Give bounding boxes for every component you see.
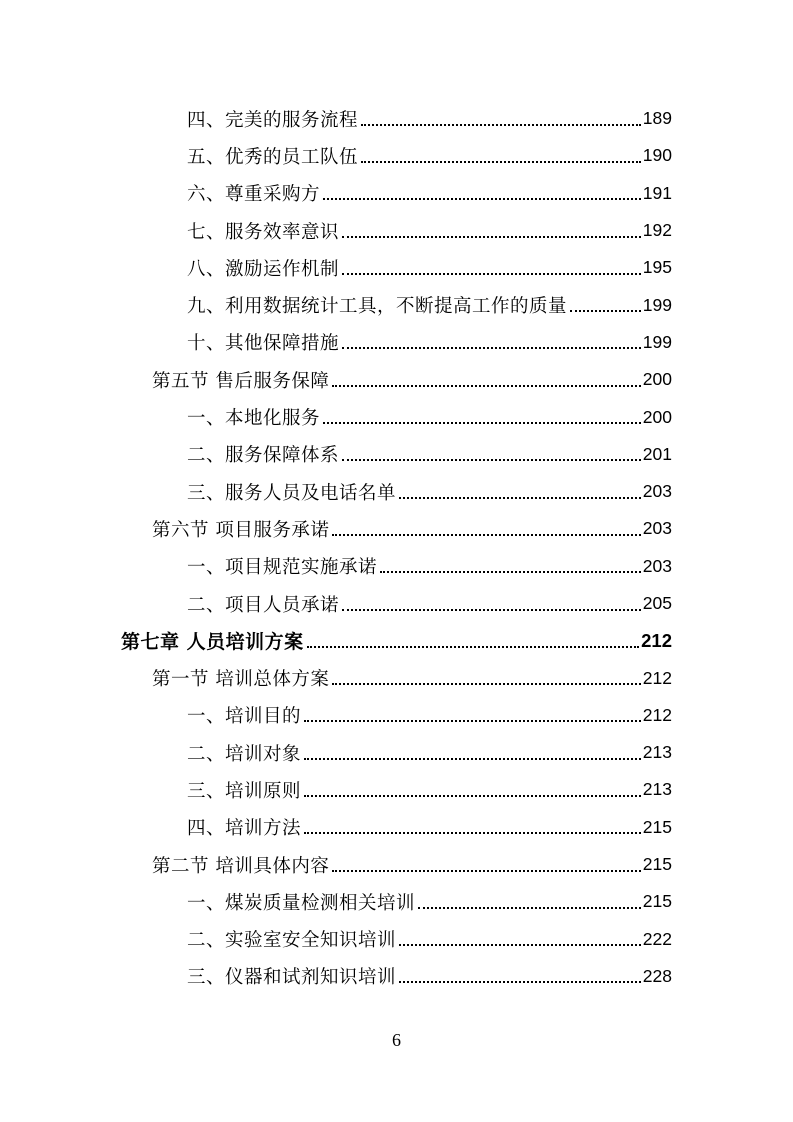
toc-entry-page: 213 (642, 742, 672, 763)
dot-leader (380, 571, 641, 573)
toc-entry-title: 八、激励运作机制 (187, 258, 340, 280)
toc-entry-item[interactable] (0, 958, 793, 995)
toc-entry-title: 三、培训原则 (187, 780, 302, 802)
dot-leader (332, 870, 640, 872)
toc-entry-title: 三、服务人员及电话名单 (187, 482, 397, 504)
dot-leader (570, 310, 641, 312)
page-number: 6 (392, 1030, 401, 1050)
dot-leader (332, 683, 640, 685)
toc-entry-title: 一、本地化服务 (187, 408, 321, 430)
toc-entry-item[interactable] (0, 883, 793, 920)
dot-leader (332, 385, 640, 387)
toc-entry-item[interactable] (0, 100, 793, 137)
toc-entry-title: 四、完美的服务流程 (187, 109, 359, 131)
dot-leader (307, 646, 640, 648)
toc-entry-section[interactable] (0, 846, 793, 883)
toc-entry-page: 213 (642, 779, 672, 800)
dot-leader (361, 161, 641, 163)
toc-entry-title: 七、服务效率意识 (187, 221, 340, 243)
toc-entry-section[interactable] (0, 510, 793, 547)
dot-leader (304, 832, 641, 834)
dot-leader (399, 497, 641, 499)
toc-entry-title: 第七章 人员培训方案 (121, 631, 304, 654)
toc-entry-title: 一、培训目的 (187, 706, 302, 728)
toc-entry-item[interactable] (0, 734, 793, 771)
dot-leader (342, 459, 641, 461)
toc-entry-title: 二、实验室安全知识培训 (187, 930, 397, 952)
toc-entry-title: 五、优秀的员工队伍 (187, 146, 359, 168)
toc-entry-page: 203 (642, 481, 672, 502)
toc-entry-page: 215 (642, 854, 672, 875)
table-of-contents (0, 100, 793, 995)
toc-entry-page: 200 (642, 406, 672, 427)
toc-entry-section[interactable] (0, 361, 793, 398)
dot-leader (342, 609, 641, 611)
toc-entry-page: 199 (642, 331, 672, 352)
toc-entry-item[interactable] (0, 771, 793, 808)
toc-entry-title: 九、利用数据统计工具，不断提高工作的质量 (187, 296, 568, 318)
toc-entry-page: 222 (642, 928, 672, 949)
dot-leader (342, 347, 641, 349)
toc-entry-item[interactable] (0, 436, 793, 473)
toc-entry-page: 201 (642, 443, 672, 464)
toc-entry-item[interactable] (0, 473, 793, 510)
toc-entry-page: 203 (642, 518, 672, 539)
toc-entry-title: 四、培训方法 (187, 818, 302, 840)
dot-leader (304, 720, 641, 722)
toc-entry-page: 205 (642, 593, 672, 613)
dot-leader (342, 236, 641, 238)
dot-leader (399, 981, 641, 983)
toc-entry-item[interactable] (0, 921, 793, 958)
toc-entry-title: 二、项目人员承诺 (187, 594, 340, 616)
toc-entry-title: 三、仪器和试剂知识培训 (187, 967, 397, 989)
toc-entry-page: 212 (641, 629, 672, 651)
toc-entry-item[interactable] (0, 212, 793, 249)
toc-entry-page: 212 (642, 704, 672, 725)
toc-entry-section[interactable] (0, 659, 793, 696)
dot-leader (323, 198, 641, 200)
toc-entry-page: 200 (642, 369, 672, 390)
dot-leader (399, 944, 641, 946)
toc-entry-title: 十、其他保障措施 (187, 333, 340, 355)
dot-leader (304, 758, 641, 760)
toc-entry-title: 第六节 项目服务承诺 (152, 519, 330, 541)
toc-entry-title: 一、项目规范实施承诺 (187, 557, 378, 579)
toc-entry-page: 190 (642, 145, 672, 166)
toc-entry-item[interactable] (0, 137, 793, 174)
dot-leader (304, 795, 641, 797)
toc-entry-page: 189 (642, 108, 672, 129)
toc-entry-item[interactable] (0, 585, 793, 622)
toc-entry-item[interactable] (0, 809, 793, 846)
toc-entry-title: 一、煤炭质量检测相关培训 (187, 892, 416, 914)
dot-leader (418, 907, 641, 909)
toc-entry-page: 228 (642, 965, 672, 986)
toc-entry-title: 二、服务保障体系 (187, 445, 340, 467)
toc-entry-page: 215 (642, 816, 672, 837)
toc-entry-item[interactable] (0, 398, 793, 435)
dot-leader (323, 422, 641, 424)
toc-entry-page: 195 (642, 257, 672, 278)
toc-entry-title: 第一节 培训总体方案 (152, 669, 330, 691)
toc-entry-title: 二、培训对象 (187, 743, 302, 765)
toc-entry-chapter[interactable] (0, 622, 793, 659)
toc-entry-page: 212 (642, 667, 672, 688)
toc-entry-item[interactable] (0, 697, 793, 734)
toc-entry-page: 192 (642, 220, 672, 241)
toc-entry-page: 199 (642, 294, 672, 315)
dot-leader (332, 534, 640, 536)
toc-entry-item[interactable] (0, 324, 793, 361)
toc-entry-title: 第二节 培训具体内容 (152, 855, 330, 877)
toc-entry-item[interactable] (0, 548, 793, 585)
toc-entry-page: 215 (642, 891, 672, 912)
toc-entry-title: 第五节 售后服务保障 (152, 370, 330, 392)
dot-leader (361, 124, 641, 126)
toc-entry-item[interactable] (0, 175, 793, 212)
toc-entry-page: 191 (642, 182, 672, 203)
toc-entry-page: 203 (642, 555, 672, 576)
toc-entry-item[interactable] (0, 249, 793, 286)
toc-entry-title: 六、尊重采购方 (187, 184, 321, 206)
toc-entry-item[interactable] (0, 286, 793, 323)
dot-leader (342, 273, 641, 275)
